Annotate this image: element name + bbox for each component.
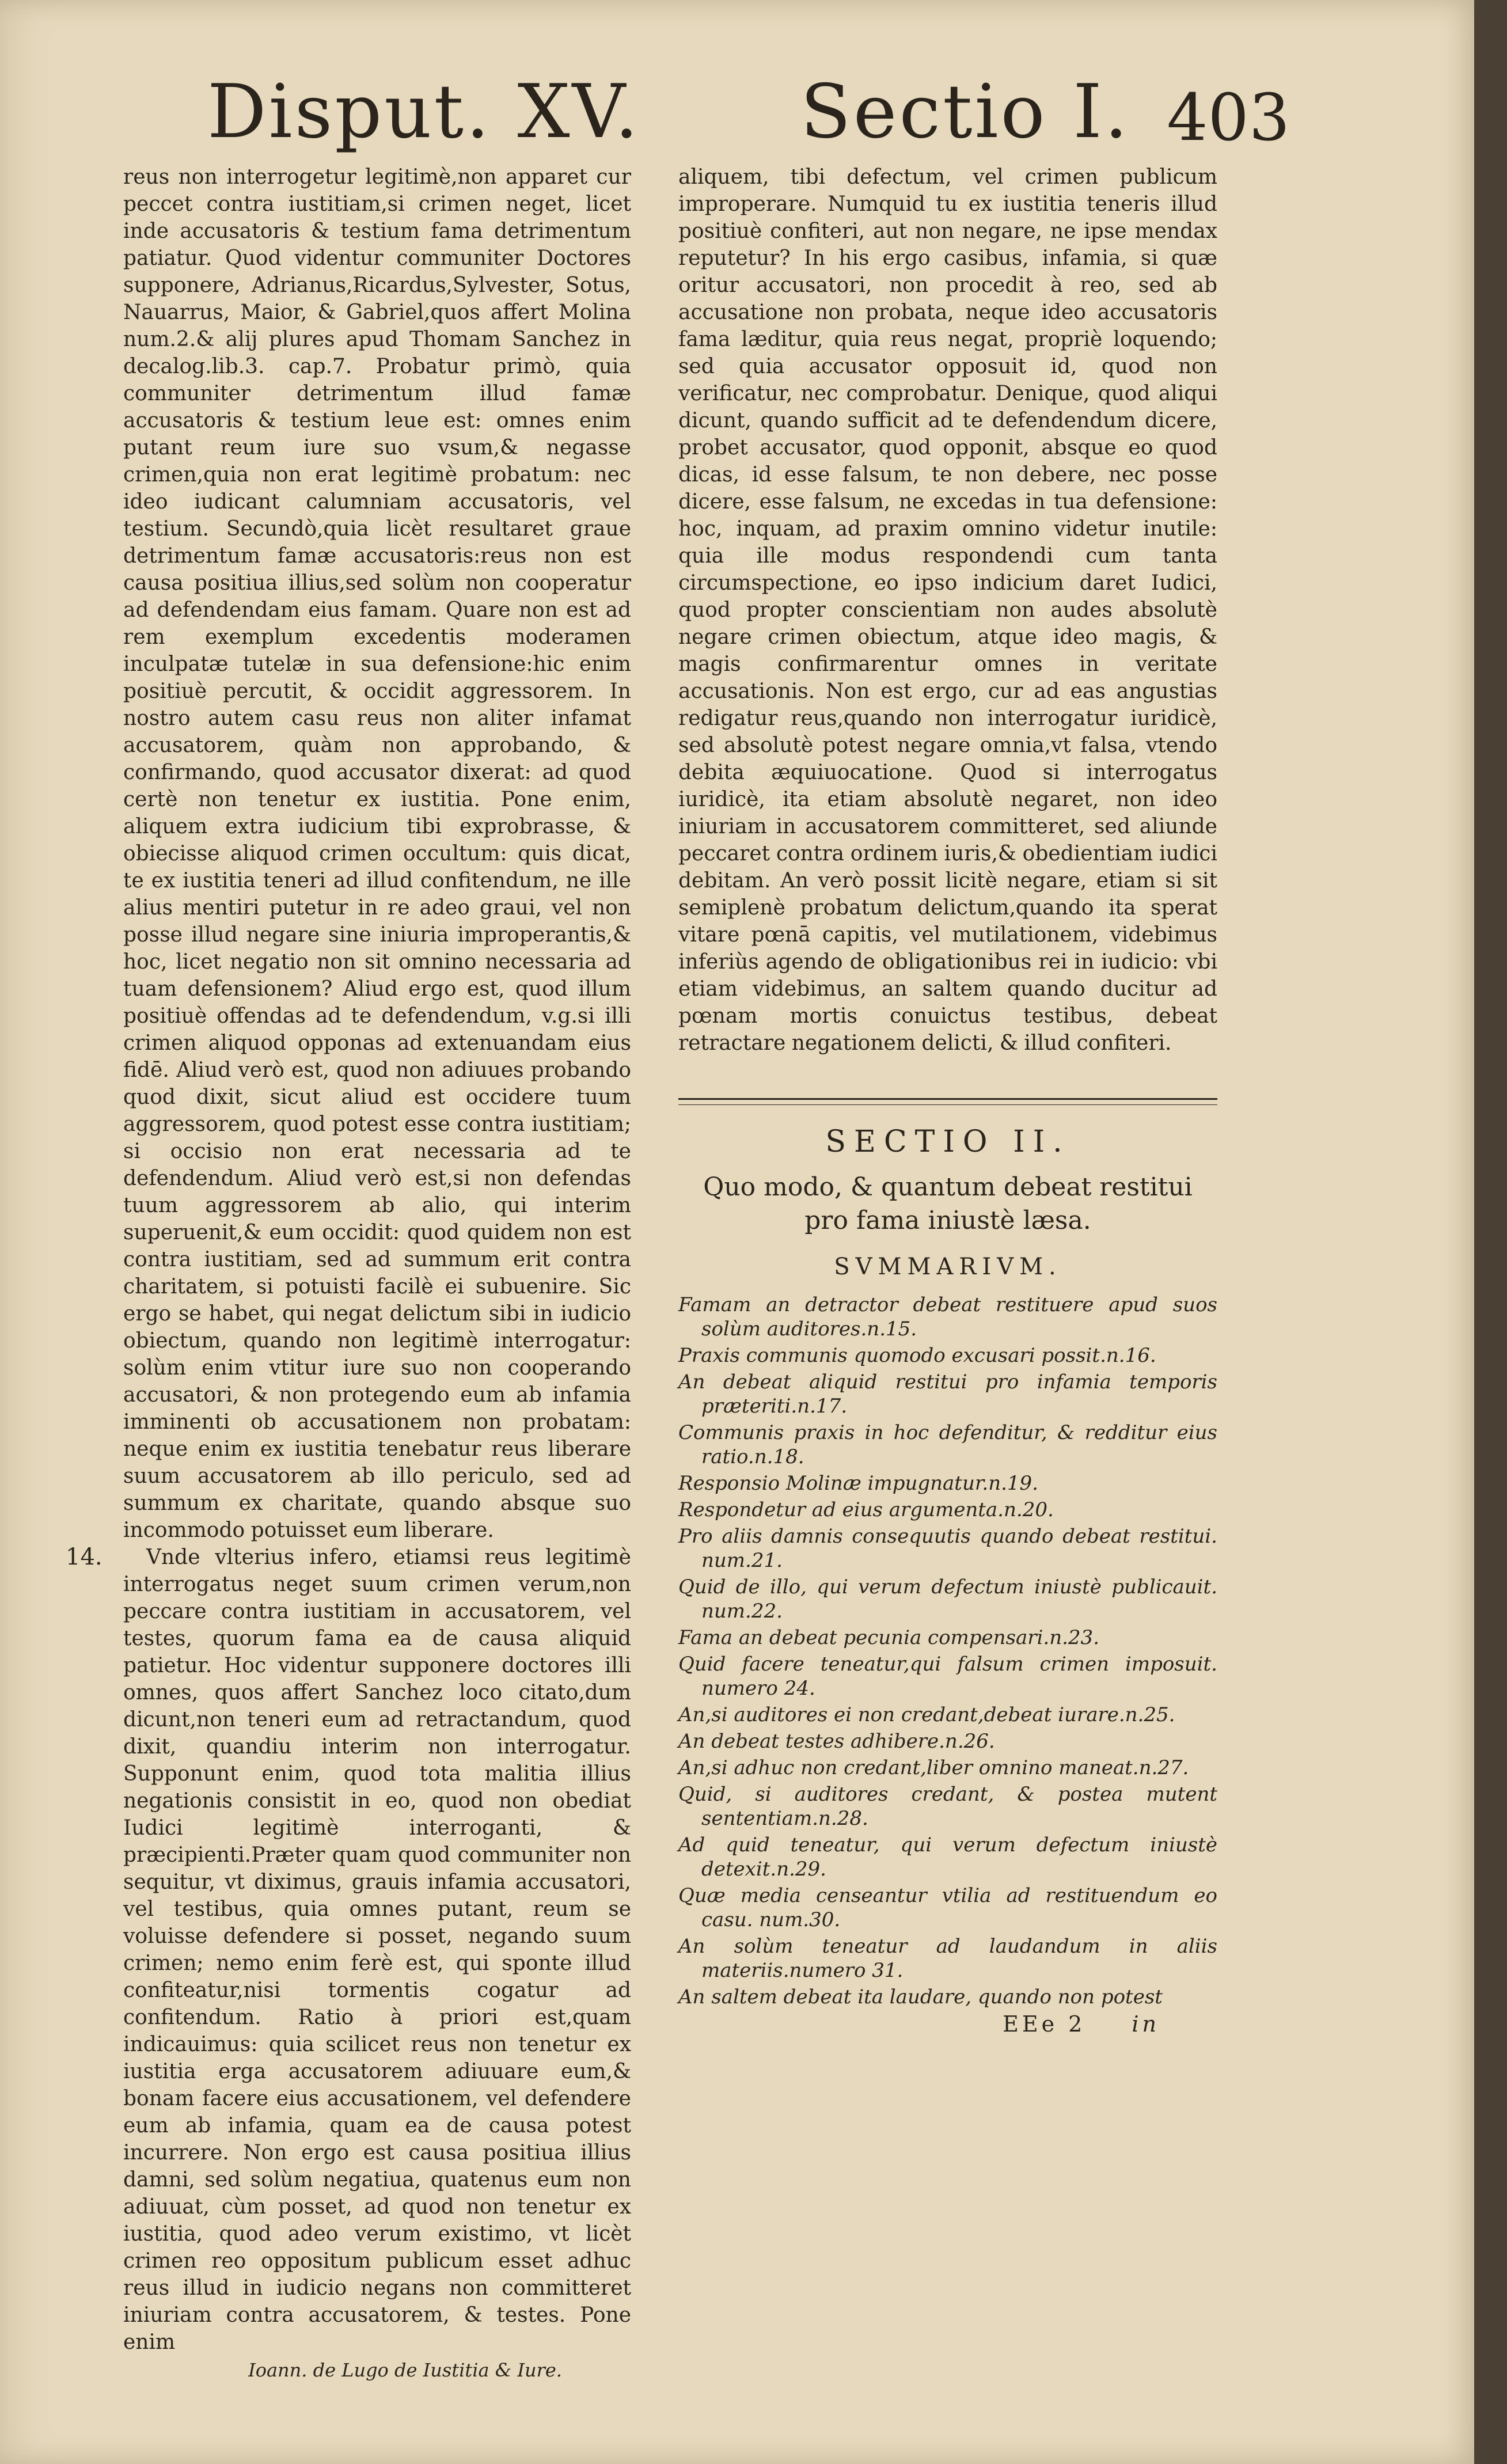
summary-item: Quæ media censeantur vtilia ad restituendum eo casu. num.30. [678, 1884, 1217, 1931]
page-number: 403 [1167, 81, 1290, 155]
summary-item: Responsio Molinæ impugnatur.n.19. [678, 1472, 1038, 1495]
left-paragraph-1: reus non interrogetur legitimè,non apparet cur peccet contra iustitiam,si crimen neget, licet inde accusatoris & testium fama detrimentum patiatur. Quod videntur communiter Doctores supponere, Adrianus,Ricardus,Sylvester, Sotus, Nauarrus, Maior, & Gabriel,quos affert Molina num.2.& alij plures apud Thomam Sanchez in decalog.lib.3. cap.7. Probatur primò, quia communiter detrimentum illud famæ accusatoris & testium leue est: omnes enim putant reum iure suo vsum,& negasse crimen,quia non erat legitimè probatum: nec ideo iudicant calumniam accusatoris, vel testium. Secundò,quia licèt resultaret graue detrimentum famæ accusatoris:reus non est causa positiua illius,sed solùm non cooperatur ad defendendam eius famam. Quare non est ad rem exemplum excedentis moderamen inculpatæ tutelæ in sua defensione:hic enim positiuè percutit, & occidit aggressorem. In nostro autem casu reus non aliter infamat accusatorem, quàm non approbando, & confirmando, quod accusator dixerat: ad quod certè non tenetur ex iustitia. Pone enim, aliquem extra iudicium tibi exprobrasse, & obiecisse aliquod crimen occultum: quis dicat, te ex iustitia teneri ad illud confitendum, ne ille alius mentiri putetur in re adeo graui, vel non posse illud negare sine iniuria improperantis,& hoc, licet negatio non sit omnino necessaria ad tuam defensionem? Aliud ergo est, quod illum positiuè offendas ad te defendendum, v.g.si illi crimen aliquod opponas ad extenuandam eius fidē. Aliud verò est, quod non adiuues probando quod dixit, sicut aliud est occidere tuum aggressorem, quod potest esse contra iustitiam; si occisio non erat necessaria ad te defendendum. Aliud verò est,si non defendas tuum aggressorem ab alio, qui interim superuenit,& eum occidit: quod quidem non est contra iustitiam, sed ad summum erit contra charitatem, si potuisti facilè ei subuenire. Sic ergo se habet, qui negat delictum sibi in iudicio obiectum, quando non legitimè interrogatur: solùm enim vtitur iure suo non cooperando accusatori, & non protegendo eum ab infamia imminenti ob accusationem non probatam: neque enim ex iustitia tenebatur reus liberare suum accusatorem ab illo periculo, sed ad summum ex charitate, quando absque suo incommodo potuisset eum liberare. [123, 165, 631, 1542]
left-paragraph-2-block [66, 1544, 631, 2356]
summary-item: Famam an detractor debeat restituere apud suos solùm auditores.n.15. [678, 1293, 1217, 1341]
summary-item: Quid, si auditores credant, & postea mutent sententiam.n.28. [678, 1783, 1217, 1830]
summary-item: An debeat testes adhibere.n.26. [678, 1730, 995, 1753]
running-head-left: Disput. XV. [207, 69, 641, 155]
summary-item: Pro aliis damnis consequutis quando debeat restitui. num.21. [678, 1525, 1217, 1572]
catchword: in [1132, 2011, 1160, 2037]
left-column [66, 164, 631, 2381]
summary-heading: SVMMARIVM. [834, 1254, 1062, 1280]
summary-item: Quid de illo, qui verum defectum iniustè publicauit. num.22. [678, 1575, 1217, 1623]
summary-item: Respondetur ad eius argumenta.n.20. [678, 1498, 1054, 1521]
page-header [207, 69, 1290, 161]
right-paragraph-1: aliquem, tibi defectum, vel crimen publicum improperare. Numquid tu ex iustitia teneris illud positiuè confiteri, aut non negare, ne ipse mendax reputetur? In his ergo casibus, infamia, si quæ oritur accusatori, non procedit à reo, sed ab accusatione non probata, neque ideo accusatoris fama læditur, quia reus negat, propriè loquendo; sed quia accusator opposuit id, quod non verificatur, nec comprobatur. Denique, quod aliqui dicunt, quando sufficit ad te defendendum dicere, probet accusator, quod opponit, absque eo quod dicas, id esse falsum, te non debere, nec posse dicere, esse falsum, ne excedas in tua defensione: hoc, inquam, ad praxim omnino videtur inutile: quia ille modus respondendi cum tanta circumspectione, eo ipso indicium daret Iudici, quod propter conscientiam non audes absolutè negare crimen obiectum, atque ideo magis, & magis confirmarentur omnes in veritate accusationis. Non est ergo, cur ad eas angustias redigatur reus,quando non interrogatur iuridicè, sed absolutè potest negare omnia,vt falsa, vtendo debita æquiuocatione. Quod si interrogatus iuridicè, ita etiam absolutè negaret, non ideo iniuriam in accusatorem committeret, sed aliunde peccaret contra ordinem iuris,& obedientiam iudici debitam. An verò possit licitè negare, etiam si sit semiplenè probatum delictum,quando ita sperat vitare pœnā capitis, vel mutilationem, videbimus inferiùs agendo de obligationibus rei in iudicio: vbi etiam videbimus, an saltem quando ducitur ad pœnam mortis conuictus testibus, debeat retractare negationem delicti, & illud confiteri. [678, 165, 1217, 1055]
summary-item: Praxis communis quomodo excusari possit.n.16. [678, 1344, 1156, 1367]
summary-item: An,si auditores ei non credant,debeat iurare.n.25. [678, 1703, 1175, 1726]
signature-mark [678, 2011, 1217, 2037]
summary-item: Quid facere teneatur,qui falsum crimen imposuit. numero 24. [678, 1653, 1217, 1700]
section-divider [678, 1098, 1217, 1105]
signature-text: EEe 2 [1003, 2011, 1086, 2037]
left-paragraph-2: Vnde vlterius infero, etiamsi reus legitimè interrogatus neget suum crimen verum,non peccare contra iustitiam in accusatorem, vel testes, quorum fama ea de causa aliquid patietur. Hoc videntur supponere doctores illi omnes, quos affert Sanchez loco citato,dum dicunt,non teneri eum ad retractandum, quod dixit, quandiu interim non interrogatur. Supponunt enim, quod tota malitia illius negationis consistit in eo, quod non obediat Iudici legitimè interroganti, & præcipienti.Præter quam quod communiter non sequitur, vt diximus, grauis infamia accusatori, vel testibus, quia omnes putant, reum se voluisse defendere si posset, negando suum crimen; nemo enim ferè est, qui sponte illud confiteatur,nisi tormentis cogatur ad confitendum. Ratio à priori est,quam indicauimus: quia scilicet reus non tenetur ex iustitia erga accusatorem adiuuare eum,& bonam facere eius accusationem, vel defendere eum ab infamia, quam ea de causa potest incurrere. Non ergo est causa positiua illius damni, sed solùm negatiua, quatenus eum non adiuuat, cùm posset, ad quod non tenetur ex iustitia, quod adeo verum existimo, vt licèt crimen reo oppositum publicum esset adhuc reus illud in iudicio negans non committeret iniuriam contra accusatorem, & testes. Pone enim [123, 1546, 631, 2354]
summary-item: An debeat aliquid restitui pro infamia temporis præteriti.n.17. [678, 1370, 1217, 1418]
summary-item: Fama an debeat pecunia compensari.n.23. [678, 1626, 1099, 1649]
summary-item: An solùm teneatur ad laudandum in aliis materiis.numero 31. [678, 1935, 1217, 1982]
section-title: Quo modo, & quantum debeat restitui pro fama iniustè læsa. [703, 1172, 1193, 1235]
summary-item: Ad quid teneatur, qui verum defectum iniustè detexit.n.29. [678, 1833, 1217, 1881]
summary-item: An,si adhuc non credant,liber omnino maneat.n.27. [678, 1756, 1189, 1779]
running-head-right: Sectio I. [800, 69, 1130, 155]
section-heading: SECTIO II. [825, 1125, 1071, 1159]
margin-number-14: 14. [66, 1544, 103, 1570]
right-column [678, 164, 1217, 2037]
summary-item: An saltem debeat ita laudare, quando non potest [678, 1985, 1163, 2009]
footer-note: Ioann. de Lugo de Iustitia & Iure. [248, 2359, 562, 2381]
summary-item: Communis praxis in hoc defenditur, & redditur eius ratio.n.18. [678, 1421, 1217, 1468]
summary-list [678, 1293, 1217, 2009]
